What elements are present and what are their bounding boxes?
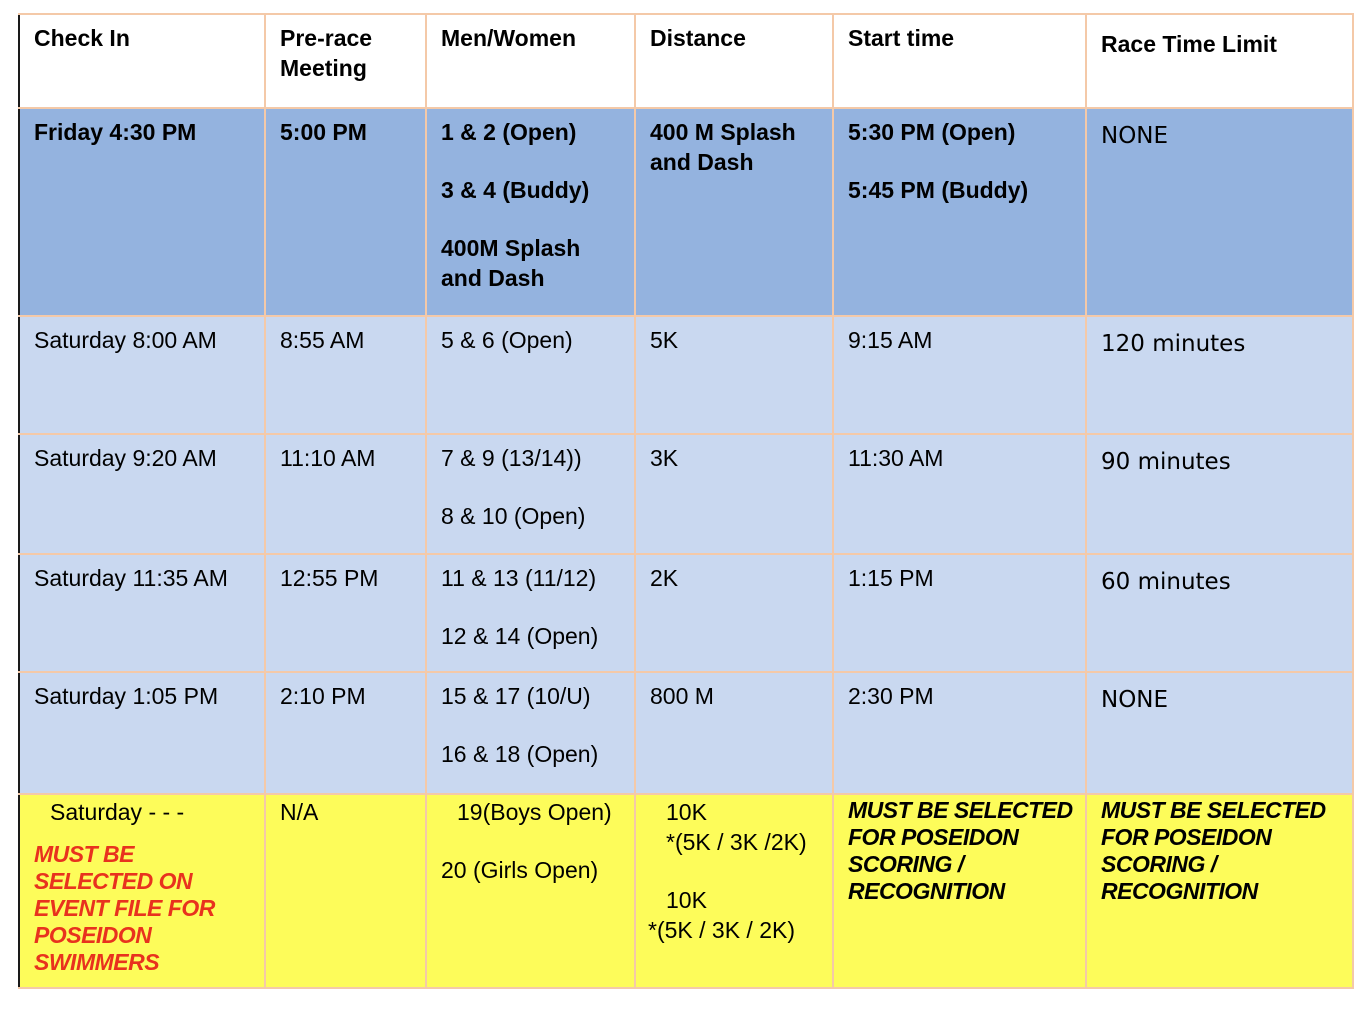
start-time-cell: 11:30 AM [833, 434, 1086, 554]
meeting-cell: 12:55 PM [265, 554, 426, 672]
start-time-cell [833, 794, 1086, 988]
meeting-cell: 8:55 AM [265, 316, 426, 434]
time-limit-cell [1086, 554, 1353, 672]
time-limit-cell [1086, 672, 1353, 794]
race-schedule-table [18, 13, 1354, 989]
events-cell [426, 672, 635, 794]
header-men-women: Men/Women [426, 14, 635, 108]
meeting-cell: N/A [265, 794, 426, 988]
header-race-time-limit [1086, 14, 1353, 108]
distance-line: 10K [666, 799, 707, 825]
time-limit-cell [1086, 316, 1353, 434]
events-cell [426, 108, 635, 316]
time-limit-cell [1086, 108, 1353, 316]
events-cell [426, 794, 635, 988]
events-cell [426, 554, 635, 672]
check-in-cell: Saturday 11:35 AM [19, 554, 265, 672]
time-limit-value: 90 minutes [1101, 449, 1231, 475]
events-cell [426, 434, 635, 554]
distance-line: 10K [666, 887, 707, 913]
poseidon-limit-note: MUST BE SELECTED FOR POSEIDON SCORING / RECOGNITION [1101, 797, 1326, 904]
check-in-cell: Saturday 1:05 PM [19, 672, 265, 794]
time-limit-cell [1086, 794, 1353, 988]
distance-cell: 5K [635, 316, 833, 434]
time-limit-value: NONE [1101, 123, 1169, 149]
event-line: 19(Boys Open) [457, 799, 612, 825]
event-line: 16 & 18 (Open) [441, 741, 599, 767]
event-line: 1 & 2 (Open) [441, 119, 577, 145]
check-in-cell: Saturday 9:20 AM [19, 434, 265, 554]
poseidon-start-note: MUST BE SELECTED FOR POSEIDON SCORING / RECOGNITION [848, 797, 1073, 904]
meeting-cell: 11:10 AM [265, 434, 426, 554]
header-race-time-limit-label: Race Time Limit [1101, 31, 1277, 57]
event-line: 400M Splash and Dash [441, 235, 581, 291]
distance-cell [635, 794, 833, 988]
table-row [19, 108, 1353, 316]
start-time-cell: 9:15 AM [833, 316, 1086, 434]
distance-sub-line: *(5K / 3K / 2K) [648, 917, 796, 943]
header-distance: Distance [635, 14, 833, 108]
event-line: 3 & 4 (Buddy) [441, 177, 590, 203]
event-line: 12 & 14 (Open) [441, 623, 599, 649]
meeting-cell: 5:00 PM [265, 108, 426, 316]
poseidon-row [19, 794, 1353, 988]
start-line: 5:30 PM (Open) [848, 119, 1016, 145]
schedule-table-wrapper [18, 13, 1354, 989]
distance-cell: 2K [635, 554, 833, 672]
distance-cell: 3K [635, 434, 833, 554]
distance-cell: 400 M Splash and Dash [635, 108, 833, 316]
time-limit-value: 60 minutes [1101, 569, 1231, 595]
start-time-cell [833, 108, 1086, 316]
time-limit-cell [1086, 434, 1353, 554]
time-limit-value: NONE [1101, 687, 1169, 713]
table-row [19, 672, 1353, 794]
table-row [19, 316, 1353, 434]
start-line: 5:45 PM (Buddy) [848, 177, 1029, 203]
header-check-in: Check In [19, 14, 265, 108]
header-row [19, 14, 1353, 108]
check-in-day: Saturday - - - [50, 799, 185, 825]
check-in-cell [19, 794, 265, 988]
event-line: 15 & 17 (10/U) [441, 683, 591, 709]
meeting-cell: 2:10 PM [265, 672, 426, 794]
table-row [19, 434, 1353, 554]
event-line: 7 & 9 (13/14)) [441, 445, 582, 471]
check-in-cell: Friday 4:30 PM [19, 108, 265, 316]
header-start-time: Start time [833, 14, 1086, 108]
event-line: 11 & 13 (11/12) [441, 565, 597, 591]
poseidon-check-in-note: MUST BE SELECTED ON EVENT FILE FOR POSEIDON SWIMMERS [34, 841, 215, 975]
distance-sub-line: *(5K / 3K /2K) [666, 829, 807, 855]
event-line: 20 (Girls Open) [441, 857, 599, 883]
header-pre-race-meeting: Pre-race Meeting [265, 14, 426, 108]
event-line: 5 & 6 (Open) [441, 327, 573, 353]
event-line: 8 & 10 (Open) [441, 503, 586, 529]
time-limit-value: 120 minutes [1101, 331, 1246, 357]
events-cell [426, 316, 635, 434]
start-time-cell: 1:15 PM [833, 554, 1086, 672]
check-in-cell: Saturday 8:00 AM [19, 316, 265, 434]
distance-cell: 800 M [635, 672, 833, 794]
start-time-cell: 2:30 PM [833, 672, 1086, 794]
table-row [19, 554, 1353, 672]
